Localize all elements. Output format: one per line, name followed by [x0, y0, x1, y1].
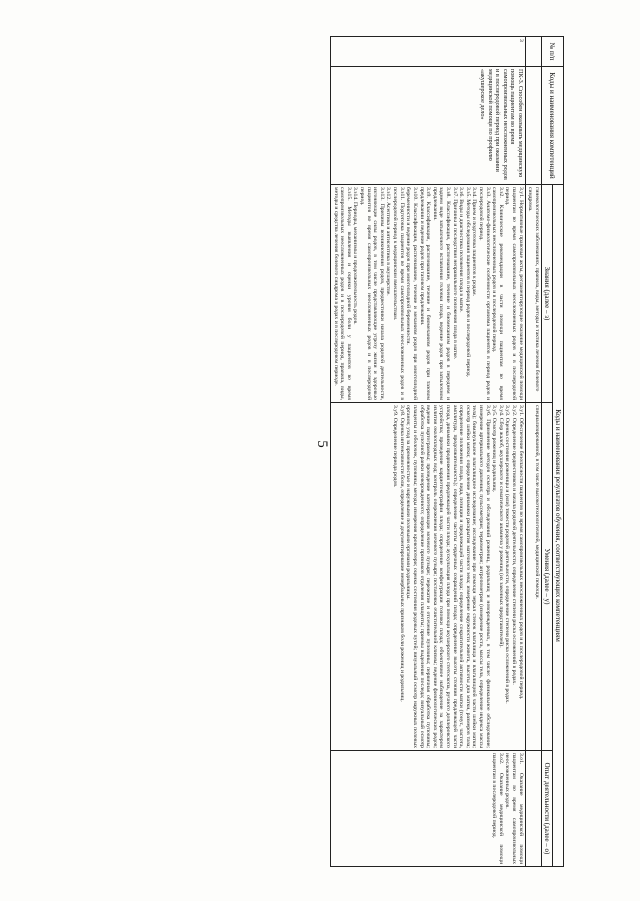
cont-experience-cell	[525, 751, 541, 867]
knowledge-item: 3.з10. Классификация, распознавание, течение и механизм родов при многоплодной беременности и ведение родов при многоплодной беременности.	[405, 187, 418, 400]
knowledge-item: 3.з14. Периоды, механизмы и продолжительность родов.	[352, 187, 359, 325]
skills-cell	[331, 403, 526, 751]
page-number: 5	[314, 440, 330, 448]
knowledge-item: 3.з2. Клинические рекомендации в части помощи пациентам во время самопроизвольных неосложненных родов и в послеродовой период.	[491, 187, 504, 400]
skill-item: 3.у2. Определение предвестников и начала родовой деятельности, определение степени риска осложнений в родах.	[511, 405, 518, 685]
cont-knowledge-cell: гинекологических заболеваниях, правила, виды, методы и тактика лечения болевого синдрома.	[525, 185, 541, 403]
competence-description: ПК-3. Способен оказывать медицинскую помощь пациентам во время самопроизвольных неосложненных родов и в послеродовой период при оказании медицинской помощи по профилю «акушерское дело»	[331, 67, 526, 185]
cont-skills-cell: специализированной, в том числе высокотехнологичной, медицинской помощи.	[525, 403, 541, 751]
knowledge-item: 3.у1. Нормативные правовые акты, регламентирующие оказание медицинской помощи пациентам во время самопроизвольных неосложненных родов и в послеродовой период.	[504, 187, 524, 400]
header-results-group: Коды и наименования результатов обучения, соответствующих компетенциям	[552, 185, 563, 867]
knowledge-item: 3.з11. Подготовка пациентов во время самопроизвольных неосложненных родов и в послеродовой период к медицинским вмешательствам.	[392, 187, 405, 400]
knowledge-item: 3.з15. Методы выявления и оценки уровня боли у пациентов во время самопроизвольных неосложненных родов и в послеродовой период, правила, виды, методы и средства лечения болевого синдрома в родах и в послеродовом периоде.	[332, 187, 352, 400]
skill-item: 3.у8. Оценка интенсивности боли, определение и документирование невербальных признаков боли рожениц и родильниц.	[398, 405, 405, 702]
rotated-sheet	[74, 36, 564, 866]
knowledge-item: 3.з4. Прием и подготовка пациентов к родам.	[471, 187, 478, 297]
knowledge-item: 3.з7. Причины и последствия неправильного положения плода в матке.	[451, 187, 458, 360]
row-number: 3	[331, 37, 526, 67]
header-experience: Опыт деятельности (далее – о)	[541, 751, 552, 867]
cont-competence-cell	[525, 67, 541, 185]
cont-num-cell	[525, 37, 541, 67]
continuation-row	[525, 37, 541, 867]
knowledge-item: 3.з12. Асептика и антисептика в акушерстве.	[385, 187, 392, 296]
competence-row	[331, 37, 526, 867]
experience-item: 3.о1. Оказание медицинской помощи пациентам во время самопроизвольных неосложненных родов.	[504, 753, 524, 865]
skill-item: 3.у6. Применение методов осмотра и обследований рожениц, родильниц и новорожденных, в том числе: физикальное обследование; измерение артериального давления; пульсометрия; термометрия; антропометрия (измерение роста, массы тела, определение индекса массы тела); бимануальное влагалищное исследование; исследование при помощи зеркал стенок влагалища и влагалищной части шейки матки; осмотр шейки матки; определение динамики раскрытия маточного зева; измерение окружности живота, высоты дна матки, размеров таза; определение положения плода, вида, позиции и предлежащей части плода; определение сократительной активности матки (тонус, частота, амплитуда, продолжительность); определение частоты сердечных сокращений плода; определение высоты стояния предлежащей части плода, динамики продвижения предлежащей части плода; аускультация плода при помощи акушерского стетоскопа, ручного доплеровского устройства; проведение кардиотокографии плода; определение конфигурации головки плода; объективное наблюдение за характером излития околоплодных вод; контроль опорожнения мочевого пузыря; постановка очистительной клизмы; ведение физиологических родов; ведение партограммы; проведение катетеризации мочевого пузыря; пережатие и отсечение пуповины; первичная обработка пуповины; обработка пупочной ранки новорожденного; определение признаков отделения плаценты; приемы выделения последа; визуальный осмотр плаценты и оболочек, пуповины; методы измерения кровопотери; оценка состояния родовых путей; визуальный осмотр наружных половых органов; уход за промежностью и наружными половыми органами родильницы.	[405, 405, 491, 748]
skill-item: 3.у5. Осмотр рожениц и родильниц.	[491, 405, 498, 493]
skill-item: 3.у4. Сбор жалоб, акушерского и соматического анамнеза у рожениц (их законных представителей).	[497, 405, 504, 648]
experience-item: 3.о2. Оказание медицинской помощи пациентам в послеродовой период.	[491, 753, 504, 865]
header-row-1	[552, 37, 563, 867]
skill-item: 3.у1. Обеспечение безопасности пациентов во время самопроизвольных неосложненных родов и в послеродовой период.	[517, 405, 524, 700]
header-skills: Умения (далее – у)	[541, 403, 552, 751]
skill-item: 3.у3. Оценка состояния роженицы и (или) тяжести родовой деятельности, определение степени риска осложнений в родах.	[504, 405, 511, 704]
skill-item: 3.у9. Определение периода родов.	[392, 405, 399, 488]
knowledge-cell	[331, 185, 526, 403]
competence-table	[330, 36, 564, 867]
knowledge-item: 3.з9. Классификация, распознавание, течение и биомеханизм родов при тазовом предлежании и ведение родов при тазовом предлежании.	[418, 187, 432, 400]
knowledge-item: 3.з3. Анатомо-физиологические особенности организма пациентов в период родов и послеродовой период.	[478, 187, 491, 400]
header-num: № п/п	[541, 37, 563, 67]
knowledge-item: 3.з8. Классификация, распознавание, течение и биомеханизм родов в переднем и заднем виде затылочного вставления головки плода, ведение родов при затылочном предлежании.	[431, 187, 451, 400]
header-knowledge: Знания (далее – з)	[541, 185, 552, 403]
knowledge-item: 3.з6. Виды и диагностика положения плода в матке.	[458, 187, 465, 313]
knowledge-item: 3.з13. Причины возникновения родов, предвестники начала родовой деятельности, изгоняющие силы родов, в том числе представляющие угрозу жизни и здоровью пациентов во время самопроизвольных неосложненных родов и в послеродовой период.	[359, 187, 385, 400]
header-competence-codes: Коды и наименования компетенций	[541, 67, 563, 185]
knowledge-item: 3.з5. Методы обследования пациентов в период родов и послеродовой период.	[464, 187, 471, 378]
experience-cell	[331, 751, 526, 867]
